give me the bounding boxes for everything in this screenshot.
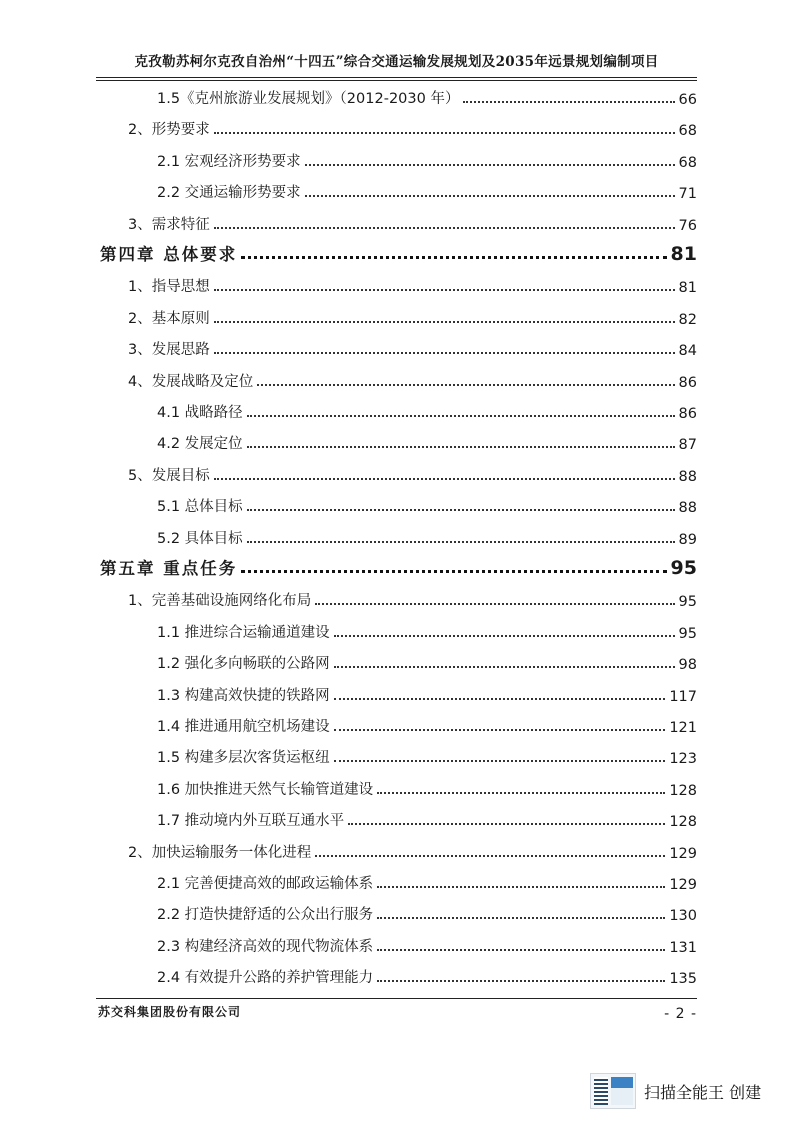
toc-entry[interactable] xyxy=(157,427,697,453)
toc-entry[interactable] xyxy=(128,365,697,391)
toc-entry[interactable] xyxy=(128,270,697,296)
toc-entry-page: 71 xyxy=(678,186,697,203)
footer-page-number: - 2 - xyxy=(664,1006,697,1022)
toc-entry-page: 123 xyxy=(669,751,697,768)
toc-dot-leader xyxy=(348,823,665,825)
toc-entry-label: 2.2 交通运输形势要求 xyxy=(157,185,301,202)
toc-entry-label: 1.3 构建高效快捷的铁路网 xyxy=(157,687,330,704)
toc-entry[interactable] xyxy=(128,113,697,139)
toc-dot-leader xyxy=(214,132,675,134)
toc-chapter-entry[interactable] xyxy=(100,553,697,579)
toc-entry[interactable] xyxy=(128,836,697,862)
toc-dot-leader xyxy=(334,666,675,668)
toc-entry-page: 121 xyxy=(669,720,697,736)
watermark-text: 扫描全能王 创建 xyxy=(644,1082,762,1102)
toc-entry-page: 129 xyxy=(669,877,697,893)
toc-entry-label: 1、指导思想 xyxy=(128,279,210,296)
toc-entry-label: 4.1 战略路径 xyxy=(157,405,243,421)
toc-entry-label: 2.2 打造快捷舒适的公众出行服务 xyxy=(157,907,374,924)
toc-dot-leader xyxy=(377,917,665,919)
toc-chapter-entry[interactable] xyxy=(100,239,697,265)
toc-entry-label: 4.2 发展定位 xyxy=(157,436,243,453)
toc-entry-label: 5、发展目标 xyxy=(128,467,210,484)
toc-dot-leader xyxy=(334,729,666,731)
scanner-watermark xyxy=(590,1071,780,1111)
footer-company: 苏交科集团股份有限公司 xyxy=(98,1005,242,1019)
toc-dot-leader xyxy=(334,760,666,762)
toc-entry[interactable] xyxy=(128,333,697,359)
toc-entry-page: 81 xyxy=(678,280,697,297)
toc-entry[interactable] xyxy=(157,867,697,893)
toc-entry[interactable] xyxy=(128,459,697,485)
toc-dot-leader xyxy=(257,384,674,386)
toc-entry-page: 131 xyxy=(669,939,697,956)
toc-entry-page: 68 xyxy=(678,154,697,171)
toc-entry-page: 76 xyxy=(678,217,697,234)
toc-entry[interactable] xyxy=(157,741,697,767)
toc-dot-leader xyxy=(214,478,675,480)
toc-entry-page: 66 xyxy=(678,92,697,108)
toc-dot-leader xyxy=(377,792,665,794)
toc-entry-page: 86 xyxy=(678,406,697,422)
footer-rule xyxy=(96,998,697,999)
toc-dot-leader xyxy=(315,603,674,605)
toc-entry-label: 2.4 有效提升公路的养护管理能力 xyxy=(157,970,374,987)
toc-entry[interactable] xyxy=(157,804,697,830)
toc-entry-label: 2、加快运输服务一体化进程 xyxy=(128,844,312,861)
toc-dot-leader xyxy=(463,101,674,103)
toc-dot-leader xyxy=(214,352,675,354)
toc-entry-label: 1.2 强化多向畅联的公路网 xyxy=(157,656,330,673)
toc-entry[interactable] xyxy=(157,679,697,705)
toc-dot-leader xyxy=(214,227,675,229)
toc-dot-leader xyxy=(241,570,666,573)
toc-entry-page: 135 xyxy=(669,971,697,988)
toc-entry-page: 68 xyxy=(678,123,697,140)
toc-entry-label: 3、发展思路 xyxy=(128,342,210,359)
toc-entry-label: 2、基本原则 xyxy=(128,310,210,327)
camscanner-logo-icon xyxy=(590,1073,636,1109)
toc-entry[interactable] xyxy=(128,208,697,234)
toc-entry-label: 第五章 重点任务 xyxy=(100,559,238,578)
toc-entry-page: 128 xyxy=(669,814,697,831)
toc-entry-label: 2.1 完善便捷高效的邮政运输体系 xyxy=(157,876,374,892)
toc-entry-page: 86 xyxy=(678,374,697,391)
toc-entry[interactable] xyxy=(128,584,697,610)
toc-dot-leader xyxy=(334,635,675,637)
toc-entry-label: 1.4 推进通用航空机场建设 xyxy=(157,719,330,735)
toc-entry-page: 88 xyxy=(678,468,697,485)
toc-dot-leader xyxy=(305,195,675,197)
toc-dot-leader xyxy=(247,541,675,543)
toc-entry-page: 98 xyxy=(678,657,697,674)
toc-entry-label: 5.2 具体目标 xyxy=(157,530,243,547)
toc-entry-page: 88 xyxy=(678,500,697,517)
toc-entry-page: 128 xyxy=(669,782,697,799)
toc-dot-leader xyxy=(214,321,675,323)
toc-entry-page: 129 xyxy=(669,845,697,862)
toc-entry-label: 1、完善基础设施网络化布局 xyxy=(128,593,312,610)
toc-entry[interactable] xyxy=(157,647,697,673)
toc-entry-page: 82 xyxy=(678,311,697,328)
toc-entry-page: 95 xyxy=(678,625,697,642)
toc-dot-leader xyxy=(241,256,666,259)
toc-entry-label: 2.1 宏观经济形势要求 xyxy=(157,153,301,170)
toc-entry-label: 1.5 构建多层次客货运枢纽 xyxy=(157,750,330,767)
toc-entry[interactable] xyxy=(157,145,697,171)
toc-dot-leader xyxy=(334,698,666,700)
toc-entry-label: 1.6 加快推进天然气长输管道建设 xyxy=(157,781,374,798)
toc-dot-leader xyxy=(247,446,675,448)
toc-entry-label: 1.7 推动境内外互联互通水平 xyxy=(157,813,345,830)
toc-entry-page: 81 xyxy=(670,243,697,265)
toc-entry[interactable] xyxy=(157,490,697,516)
toc-entry[interactable] xyxy=(157,898,697,924)
toc-entry-label: 第四章 总体要求 xyxy=(100,245,238,264)
toc-dot-leader xyxy=(315,855,665,857)
toc-entry-label: 1.1 推进综合运输通道建设 xyxy=(157,624,330,641)
toc-dot-leader xyxy=(247,415,675,417)
toc-entry-page: 95 xyxy=(678,594,697,611)
toc-entry-label: 2、形势要求 xyxy=(128,122,210,139)
toc-entry-label: 2.3 构建经济高效的现代物流体系 xyxy=(157,938,374,955)
toc-entry[interactable] xyxy=(157,522,697,548)
toc-entry-label: 3、需求特征 xyxy=(128,216,210,233)
toc-dot-leader xyxy=(247,509,675,511)
toc-entry-page: 84 xyxy=(678,343,697,360)
toc-entry-page: 87 xyxy=(678,437,697,454)
toc-entry[interactable] xyxy=(157,176,697,202)
toc-dot-leader xyxy=(377,886,665,888)
toc-entry-label: 1.5《克州旅游业发展规划》（2012-2030 年） xyxy=(157,91,460,107)
toc-entry[interactable] xyxy=(157,82,697,108)
toc-entry-label: 5.1 总体目标 xyxy=(157,499,243,516)
toc-entry[interactable] xyxy=(128,302,697,328)
toc-entry[interactable] xyxy=(157,616,697,642)
toc-entry[interactable] xyxy=(157,930,697,956)
toc-entry[interactable] xyxy=(157,773,697,799)
toc-entry[interactable] xyxy=(157,396,697,422)
toc-dot-leader xyxy=(214,289,675,291)
toc-entry-page: 89 xyxy=(678,531,697,548)
toc-entry-page: 130 xyxy=(669,908,697,925)
toc-entry[interactable] xyxy=(157,710,697,736)
toc-entry[interactable] xyxy=(157,961,697,987)
toc-entry-label: 4、发展战略及定位 xyxy=(128,373,254,390)
toc-dot-leader xyxy=(305,164,675,166)
toc-entry-page: 117 xyxy=(669,688,697,705)
toc-dot-leader xyxy=(377,980,665,982)
document-header: 克孜勒苏柯尔克孜自治州“十四五”综合交通运输发展规划及2035年远景规划编制项目 xyxy=(134,54,659,70)
toc-entry-page: 95 xyxy=(670,557,697,579)
toc-dot-leader xyxy=(377,949,665,951)
